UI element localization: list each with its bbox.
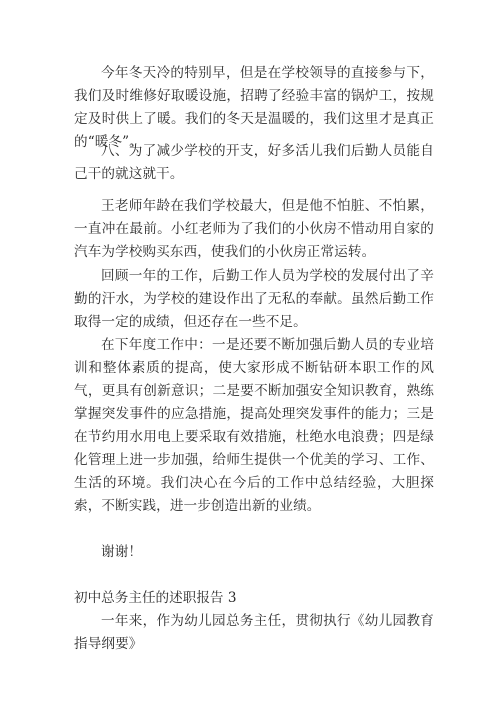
- paragraph-heating: 今年冬天冷的特别早，但是在学校领导的直接参与下，我们及时维修好取暖设施，招聘了经验丰富的锅炉工，按规定及时供上了暖。我们的冬天是温暖的，我们这里才是真正的“暖冬”。: [74, 65, 434, 150]
- paragraph-thanks: 谢谢！: [101, 544, 143, 560]
- paragraph-item-eight: 八、为了减少学校的开支，好多活儿我们后勤人员能自己干的就这就干。: [74, 143, 434, 182]
- section-title: 初中总务主任的述职报告 3: [74, 590, 237, 606]
- paragraph-review: 回顾一年的工作，后勤工作人员为学校的发展付出了辛勤的汗水，为学校的建设作出了无私的奉献。虽然后勤工作取得一定的成绩，但还存在一些不足。: [74, 268, 434, 330]
- paragraph-trailing: 一年来，作为幼儿园总务主任，贯彻执行《幼儿园教育指导纲要》: [74, 613, 434, 652]
- paragraph-teachers: 王老师年龄在我们学校最大，但是他不怕脏、不怕累，一直冲在最前。小红老师为了我们的小伙房不惜动用自家的汽车为学校购买东西，使我们的小伙房正常运转。: [74, 198, 434, 260]
- paragraph-next-year-plan: 在下年度工作中：一是还要不断加强后勤人员的专业培训和整体素质的提高，使大家形成不断钻研本职工作的风气，更具有创新意识；二是要不断加强安全知识教育，熟练掌握突发事件的应急措施，提高处理突发事件的能力；三是在节约用水用电上要采取有效措施，杜绝水电浪费；四是绿化管理上进一步加强，给师生提供一个优美的学习、工作、生活的环境。我们决心在今后的工作中总结经验，大胆探索，不断实践，进一步创造出新的业绩。: [74, 337, 434, 514]
